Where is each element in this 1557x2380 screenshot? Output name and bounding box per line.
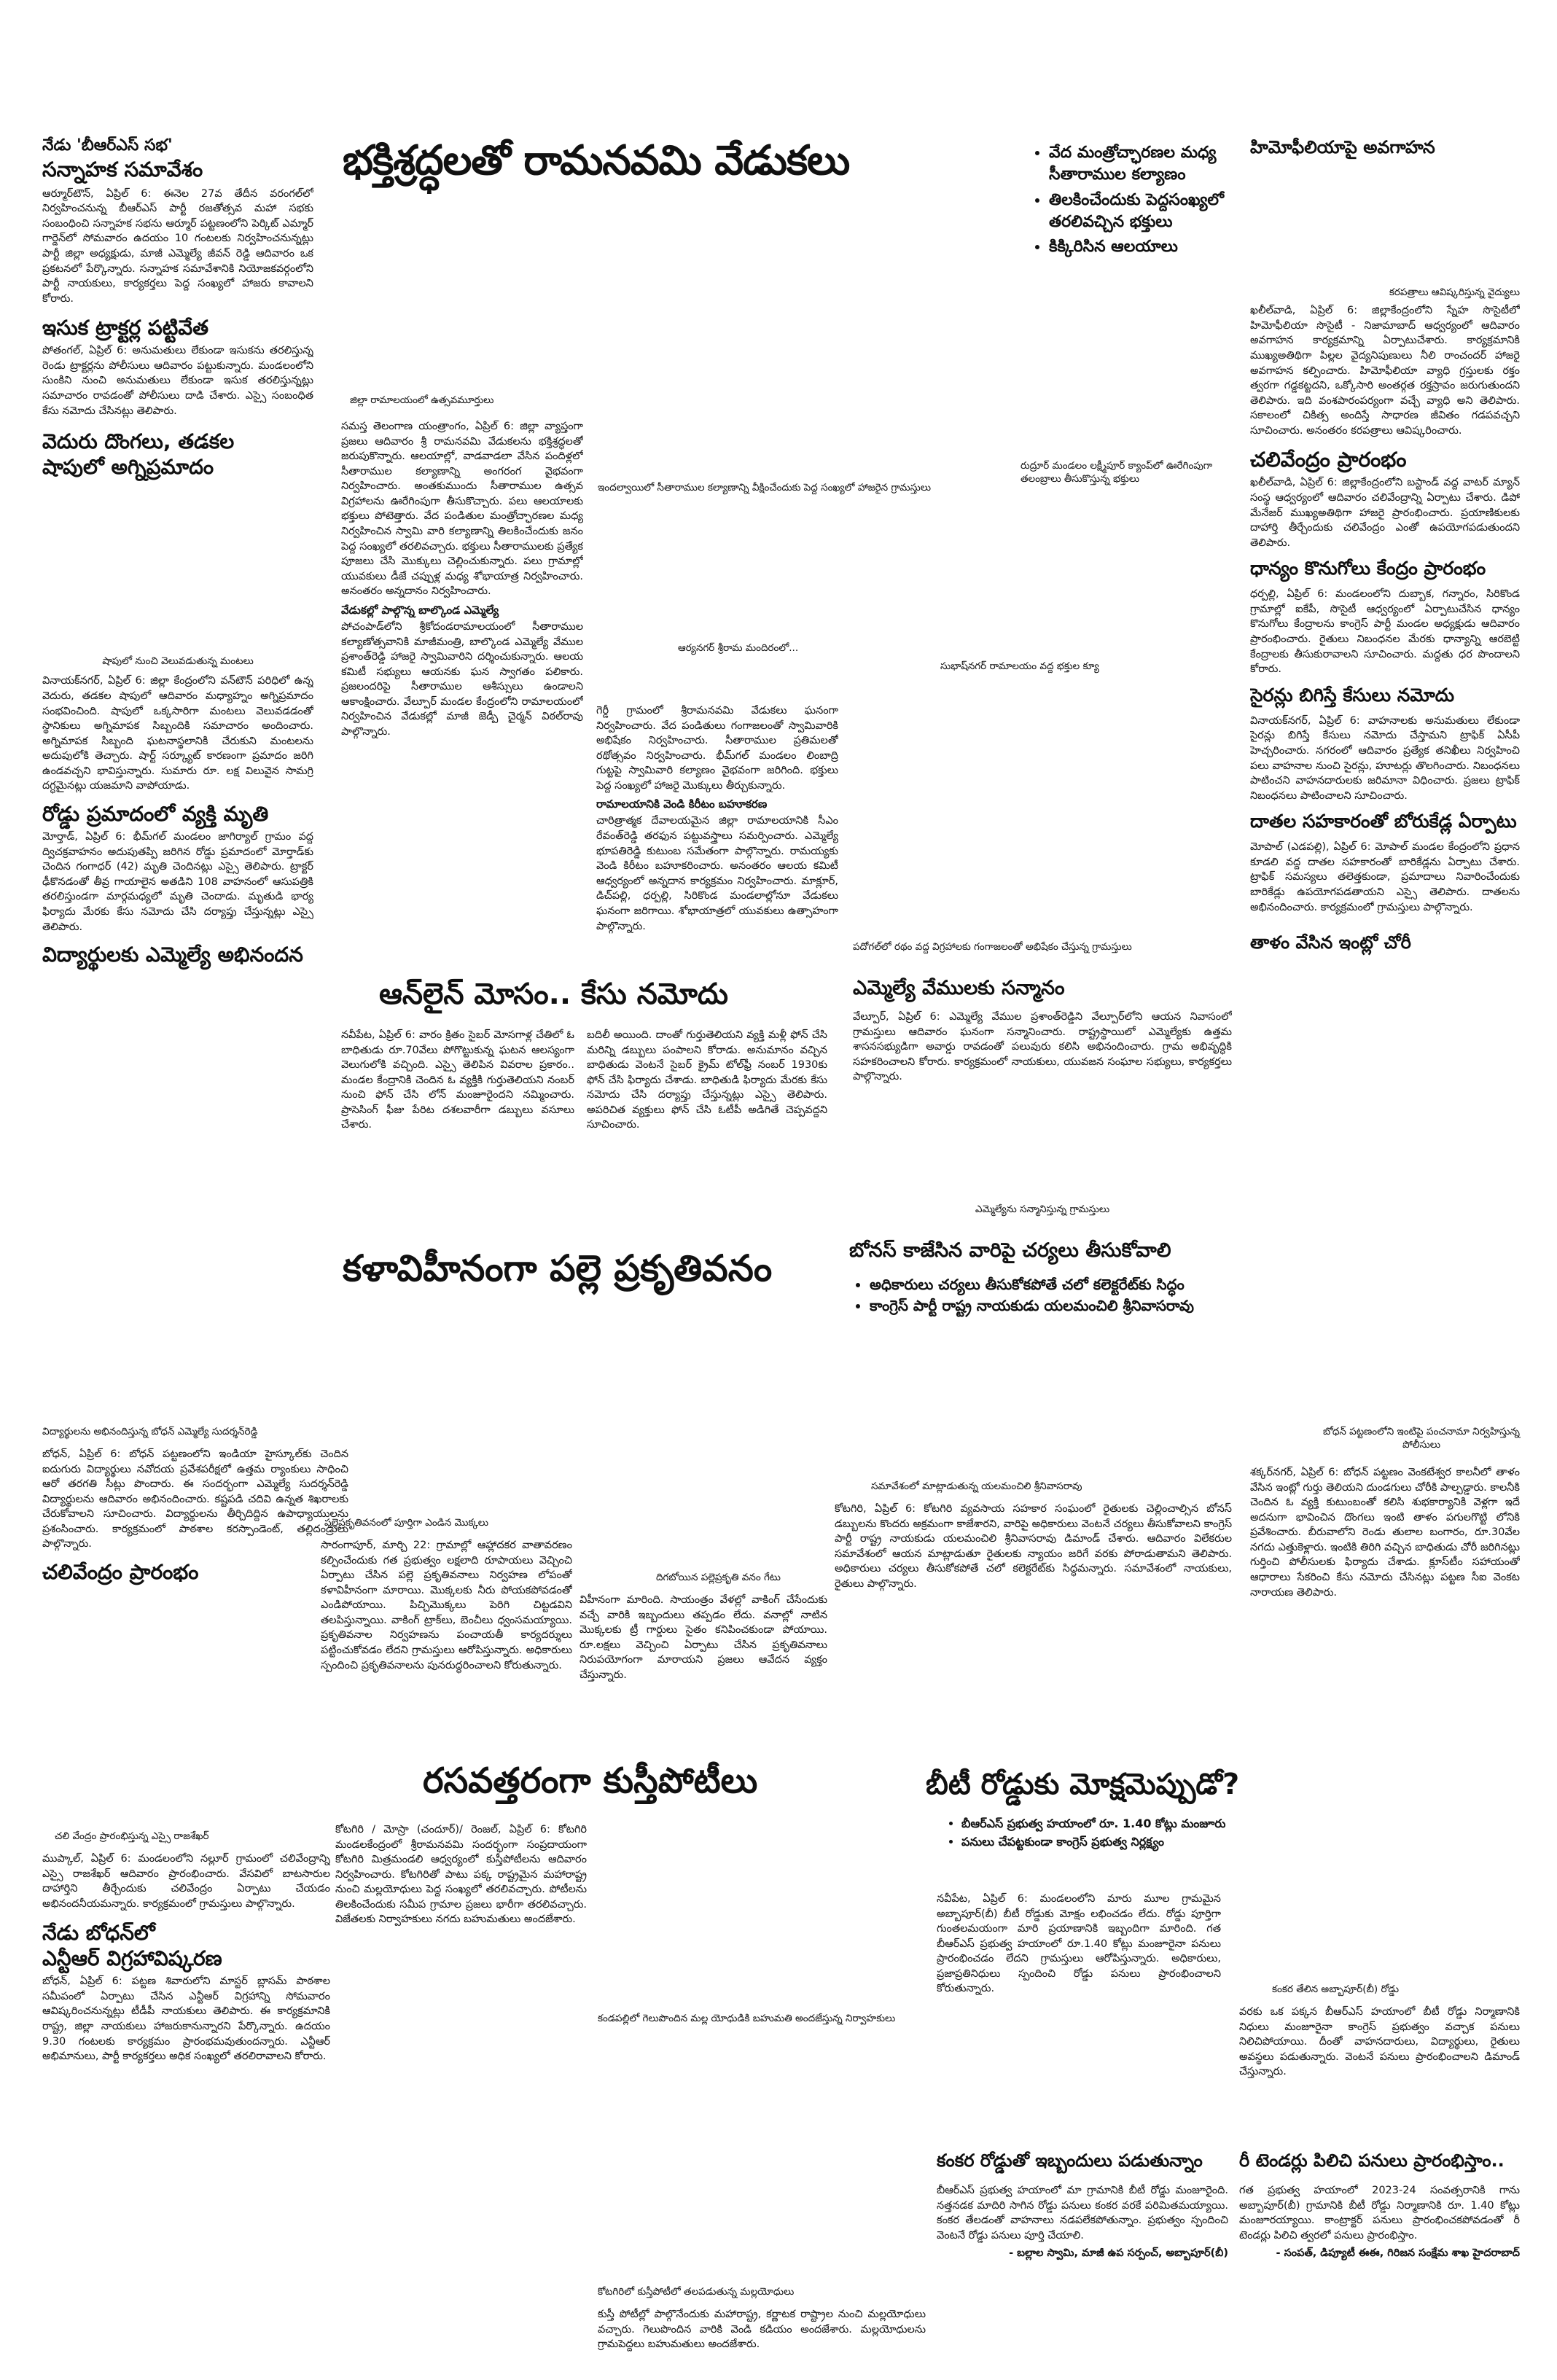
scam-body-col2 — [587, 1028, 827, 1195]
road-bullet: • బీఆర్ఎస్ ప్రభుత్వ హయాంలో రూ. 1.40 కోట్లు మంజూరు — [961, 1815, 1294, 1833]
mla-body: వేల్పూర్, ఏప్రిల్ 6: ఎమ్మెల్యే వేముల ప్రశాంత్‌రెడ్డిని వేల్పూర్‌లోని ఆయన నివాసంలో గ్రామస్తులు ఆదివారం ఘనంగా సన్మానించారు. రాష్ట్రస్థాయిలో ఎమ్మెల్యేకు ఉత్తమ శాసనసభ్యుడిగా అవార్డు రావడంతో పలువురు కలిసి అభినందించారు. గ్రామ అభివృద్ధికి సహకరించాలని కోరారు. కార్యక్రమంలో నాయకులు, యువజన సంఘాల సభ్యులు, కార్యకర్తలు పాల్గొన్నారు. — [853, 1011, 1232, 1083]
s2-title: ఇసుక ట్రాక్టర్ల పట్టివేత — [42, 316, 208, 340]
s5-title: విద్యార్థులకు ఎమ్మెల్యే అభినందన — [42, 943, 303, 967]
lead-col2-body: గెర్డీ గ్రామంలో శ్రీరామనవమి వేడుకలు ఘనంగా నిర్వహించారు. వేద పండితులు గంగాజలంతో స్వామివారికి అభిషేకం నిర్వహించారు. సీతారాముల ప్రతిమలతో రథోత్సవం నిర్వహించారు. భీమ్‌గల్ మండలం లింబాద్రి గుట్టపై స్వామివారి కల్యాణం వైభవంగా జరిగింది. భక్తులు పెద్ద సంఖ్యలో హాజరై మొక్కులు తీర్చుకున్నారు. — [596, 705, 838, 792]
r2-left-body-wrap — [42, 1447, 348, 1666]
road-body2-wrap — [1239, 2005, 1520, 2092]
quote1-wrap — [937, 2183, 1228, 2351]
road-body-2: వరకు ఒక పక్కన బీఆర్ఎస్ హయాంలో బీటీ రోడ్డు నిర్మాణానికి నిధులు మంజూరైనా కాంగ్రెస్ ప్రభుత్వం వచ్చాక పనులు నిలిచిపోయాయి. దీంతో వాహనదారులు, విద్యార్థులు, రైతులు అవస్థలు పడుతున్నారు. వెంటనే పనులు ప్రారంభించాలని డిమాండ్ చేస్తున్నారు. — [1239, 2006, 1520, 2078]
lead-caption-left: జిల్లా రామాలయంలో ఉత్సవమూర్తులు — [350, 394, 494, 406]
s2-body: పోతంగల్, ఏప్రిల్ 6: అనుమతులు లేకుండా ఇసుకను తరలిస్తున్న రెండు ట్రాక్టర్లను పోలీసులు ఆదివారం పట్టుకున్నారు. మండలంలోని సుంకిని నుంచి అనుమతులు లేకుండా ఇసుక తరలిస్తున్నట్లు సమాచారం రావడంతో పోలీసులు దాడి చేశారు. ఎస్సై సంబంధిత కేసు నమోదు చేసినట్లు తెలిపారు. — [42, 345, 313, 417]
r4-title: సైరన్లు బిగిస్తే కేసులు నమోదు — [1250, 684, 1455, 706]
bonus-caption: సమావేశంలో మాట్లాడుతున్న యలమంచిలి శ్రీనివాసరావు — [871, 1480, 1082, 1492]
r2-left-caption: విద్యార్థులను అభినందిస్తున్న బోధన్ ఎమ్మెల్యే సుదర్శన్‌రెడ్డి — [42, 1426, 258, 1437]
mla-title: ఎమ్మెల్యే వేములకు సన్మానం — [853, 977, 1065, 999]
road-caption: కంకర తేలిన అబ్బాపూర్(బీ) రోడ్డు — [1272, 1983, 1400, 1995]
r3-left-caption: చలి వేంద్రం ప్రారంభిస్తున్న ఎస్సై రాజశేఖర్ — [55, 1830, 209, 1842]
quote2-by: - సంపత్, డిప్యూటీ ఈఈ, గిరిజన సంక్షేమ శాఖ హైదరాబాద్ — [1276, 2247, 1520, 2260]
s1-kicker: నేడు 'బీఆర్ఎస్ సభ' — [42, 136, 173, 155]
r1-title: హిమోఫీలియాపై అవగాహన — [1250, 137, 1435, 157]
r1-photo — [1250, 162, 1520, 286]
r3-left-subhead-2: ఎన్టీఆర్ విగ్రహావిష్కరణ — [42, 1946, 222, 1971]
bonus-bullet: • కాంగ్రెస్ పార్టీ రాష్ట్ర నాయకుడు యలమంచిలి శ్రీనివాసరావు — [870, 1295, 1246, 1316]
s3-title-line2: షాపులో అగ్నిప్రమాదం — [42, 455, 214, 480]
lead-caption-small-1: ఆర్యనగర్ శ్రీరామ మందిరంలో... — [678, 642, 799, 654]
mla-caption: ఎమ్మెల్యేను సన్మానిస్తున్న గ్రామస్తులు — [975, 1203, 1110, 1215]
lead-bullet: • తిలకించేందుకు పెద్దసంఖ్యలో తరలివచ్చిన భక్తులు — [1049, 190, 1225, 234]
lead-bullets — [1024, 142, 1225, 317]
bonus-bullet: • అధికారులు చర్యలు తీసుకోకపోతే చలో కలెక్టరేట్‌కు సిద్ధం — [870, 1274, 1246, 1295]
lead-col1-body: సమస్త తెలంగాణ యంత్రాంగం, ఏప్రిల్ 6: జిల్లా వ్యాప్తంగా ప్రజలు ఆదివారం శ్రీ రామనవమి వేడుకలను భక్తిశ్రద్ధలతో జరుపుకొన్నారు. ఆలయాల్లో, వాడవాడలా వేసిన పందిళ్లలో సీతారాముల కల్యాణాన్ని అంగరంగ వైభవంగా నిర్వహించారు. అంతకుముందు సీతారాముల ఉత్సవ విగ్రహాలను ఊరేగింపుగా తీసుకొచ్చారు. పలు ఆలయాలకు భక్తులు పోటెత్తారు. వేద పండితుల మంత్రోచ్ఛారణల మధ్య నిర్వహించిన స్వామి వారి కల్యాణాన్ని తిలకించేందుకు జనం పెద్ద సంఖ్యలో తరలివచ్చారు. భక్తులు సీతారాములకు ప్రత్యేక పూజలు చేసి మొక్కులు చెల్లించుకున్నారు. పలు గ్రామాల్లో యువకులు డీజే చప్పుళ్ల మధ్య శోభాయాత్ర నిర్వహించారు. అనంతరం అన్నదానం నిర్వహించారు. — [341, 421, 583, 598]
r6-title: తాళం వేసిన ఇంట్లో చోరీ — [1250, 932, 1411, 953]
r3-left-body: ముప్కాల్, ఏప్రిల్ 6: మండలంలోని నల్లూర్ గ్రామంలో చలివేంద్రాన్ని ఎస్సై రాజశేఖర్ ఆదివారం ప్రారంభించారు. వేసవిలో బాటసారుల దాహార్తిని తీర్చేందుకు చలివేంద్రం ఏర్పాటు చేయడం అభినందనీయమన్నారు. కార్యక్రమంలో గ్రామస్తులు పాల్గొన్నారు. — [42, 1853, 330, 1910]
road-body-wrap — [937, 1892, 1221, 2067]
nature-body: సారంగాపూర్, మార్చి 22: గ్రామాల్లో ఆహ్లాదకర వాతావరణం కల్పించేందుకు గత ప్రభుత్వం లక్షలాది రూపాయలు వెచ్చించి ఏర్పాటు చేసిన పల్లె ప్రకృతివనాలు నిర్వహణ లోపంతో కళావిహీనంగా మారాయి. మొక్కలకు నీరు పోయకపోవడంతో ఎండిపోయాయి. పిచ్చిమొక్కలు పెరిగి చిట్టడవిని తలపిస్తున్నాయి. వాకింగ్ ట్రాక్‌లు, బెంచీలు ధ్వంసమయ్యాయి. ప్రకృతివనాల నిర్వహణను పంచాయతీ కార్యదర్శులు పట్టించుకోవడం లేదని గ్రామస్తులు ఆరోపిస్తున్నారు. అధికారులు స్పందించి ప్రకృతివనాలను పునరుద్ధరించాలని కోరుతున్నారు. — [321, 1540, 572, 1671]
road-bullets — [944, 1815, 1294, 1882]
r2-title: చలివేంద్రం ప్రారంభం — [1250, 448, 1407, 472]
lead-caption-small-3: పదోగల్‌లో రథం వద్ద విగ్రహాలకు గంగాజలంతో అభిషేకం చేస్తున్న గ్రామస్తులు — [853, 941, 1132, 953]
right-column-top — [1250, 137, 1520, 1333]
r5-body: మోపాల్ (ఎడపల్లి), ఏప్రిల్ 6: మోపాల్ మండల కేంద్రంలోని ప్రధాన కూడలి వద్ద దాతల సహకారంతో బారికేడ్లను ఏర్పాటు చేశారు. ట్రాఫిక్ సమస్యలు తలెత్తకుండా, ప్రమాదాలు నివారించేందుకు బారికేడ్లు ఉపయోగపడతాయని ఎస్సై తెలిపారు. దాతలను అభినందించారు. కార్యక్రమంలో గ్రామస్తులు పాల్గొన్నారు. — [1250, 841, 1520, 913]
road-body: నవీపేట, ఏప్రిల్ 6: మండలంలోని మారు మూల గ్రామమైన అబ్బాపూర్(బీ) బీటీ రోడ్డుకు మోక్షం లభించడం లేదు. రోడ్డు పూర్తిగా గుంతలమయంగా మారి ప్రయాణానికి ఇబ్బందిగా మారింది. గత బీఆర్ఎస్ ప్రభుత్వ హయాంలో రూ.1.40 కోట్లు మంజూరైనా పనులు ప్రారంభించడం లేదని గ్రామస్తులు ఆరోపిస్తున్నారు. అధికారులు, ప్రజాప్రతినిధులు స్పందించి రోడ్డు పనులు ప్రారంభించాలని కోరుతున్నారు. — [937, 1893, 1221, 1995]
quote2-wrap — [1239, 2183, 1520, 2351]
r3-title: ధాన్యం కొనుగోలు కేంద్రం ప్రారంభం — [1250, 558, 1486, 580]
r1-caption: కరపత్రాలు ఆవిష్కరిస్తున్న వైద్యులు — [1389, 286, 1520, 298]
s3-title-line1: వెదురు దొంగలు, తడకల — [42, 429, 235, 454]
s4-body: మోర్తాడ్, ఏప్రిల్ 6: భీమ్‌గల్ మండలం జాగిర్యాల్ గ్రామం వద్ద ద్విచక్రవాహనం అదుపుతప్పి జరిగిన రోడ్డు ప్రమాదంలో మోర్తాడ్‌కు చెందిన గంగాధర్ (42) మృతి చెందినట్లు ఎస్సై తెలిపారు. ట్రాక్టర్ ఢీకొనడంతో తీవ్ర గాయాలైన అతడిని 108 వాహనంలో ఆసుపత్రికి తరలిస్తుండగా మార్గమధ్యలో మృతి చెందాడు. మృతుడి భార్య ఫిర్యాదు మేరకు కేసు నమోదు చేసి దర్యాప్తు చేస్తున్నట్లు ఎస్సై తెలిపారు. — [42, 831, 313, 933]
scam-body-col1 — [341, 1028, 574, 1195]
left-column-top — [42, 135, 313, 1330]
bonus-body: కోటగిరి, ఏప్రిల్ 6: కోటగిరి వ్యవసాయ సహకార సంఘంలో రైతులకు చెల్లించాల్సిన బోనస్ డబ్బులను కొందరు అక్రమంగా కాజేశారని, వారిపై అధికారులు వెంటనే చర్యలు తీసుకోవాలని కాంగ్రెస్ పార్టీ రాష్ట్ర నాయకుడు యలమంచిలి శ్రీనివాసరావు డిమాండ్ చేశారు. ఆదివారం విలేకరుల సమావేశంలో ఆయన మాట్లాడుతూ రైతులకు న్యాయం జరిగే వరకు పోరాడుతామని తెలిపారు. అధికారులు చర్యలు తీసుకోకపోతే చలో కలెక్టరేట్‌కు సిద్ధమన్నారు. సమావేశంలో నాయకులు, రైతులు పాల్గొన్నారు. — [835, 1503, 1232, 1590]
lead-col2-body2: చారిత్రాత్మక దేవాలయమైన జిల్లా రామాలయానికి సీఎం రేవంత్‌రెడ్డి తరఫున పట్టువస్త్రాలు సమర్పించారు. ఎమ్మెల్యే భూపతిరెడ్డి కుటుంబ సమేతంగా పాల్గొన్నారు. రామయ్యకు వెండి కిరీటం బహూకరించారు. అనంతరం ఆలయ కమిటీ ఆధ్వర్యంలో అన్నదాన కార్యక్రమం నిర్వహించారు. మాక్లూర్, డిచ్‌పల్లి, ధర్పల్లి, సిరికొండ మండలాల్లోనూ వేడుకలు ఘనంగా జరిగాయి. శోభాయాత్రలో యువకులు ఉత్సాహంగా పాల్గొన్నారు. — [596, 815, 838, 932]
wrestle-caption-2: కోటగిరిలో కుస్తీపోటీలో తలపడుతున్న మల్లయోధులు — [598, 2286, 795, 2298]
bonus-title: బోనస్ కాజేసిన వారిపై చర్యలు తీసుకోవాలి — [849, 1239, 1171, 1262]
road-bullet: • పనులు చేపట్టకుండా కాంగ్రెస్ ప్రభుత్వ నిర్లక్ష్యం — [961, 1833, 1294, 1852]
lead-caption-right: రుద్రూర్ మండలం లక్ష్మీపూర్ క్యాంప్‌లో ఊరేగింపుగా తలంబ్రాలు తీసుకొస్తున్న భక్తులు — [1021, 460, 1213, 485]
r4-body: వినాయక్‌నగర్, ఏప్రిల్ 6: వాహనాలకు అనుమతులు లేకుండా సైరన్లు బిగిస్తే కేసులు నమోదు చేస్తామని ట్రాఫిక్ ఏసీపీ హెచ్చరించారు. నగరంలో ఆదివారం ప్రత్యేక తనిఖీలు నిర్వహించి పలు వాహనాల నుంచి సైరన్లు, హూటర్లు తొలగించారు. నిబంధనలు పాటించని వాహనదారులకు జరిమానా విధించారు. ప్రజలు ట్రాఫిక్ నిబంధనలు పాటించాలని సూచించారు. — [1250, 714, 1520, 802]
lead-bullet: • వేద మంత్రోచ్ఛారణల మధ్య సీతారాముల కల్యాణం — [1049, 142, 1225, 187]
lead-col1-body2: పోచంపాడ్‌లోని శ్రీకోదండరామాలయంలో సీతారాముల కల్యాణోత్సవానికి మాజీమంత్రి, బాల్కొండ ఎమ్మెల్యే వేముల ప్రశాంత్‌రెడ్డి హాజరై స్వామివారిని దర్శించుకున్నారు. ఆలయ కమిటీ సభ్యులు ఆయనకు ఘన స్వాగతం పలికారు. ప్రజలందరిపై సీతారాముల ఆశీస్సులు ఉండాలని ఆకాంక్షించారు. వేల్పూర్ మండల కేంద్రంలోని రామాలయంలో నిర్వహించిన వేడుకల్లో మాజీ జెడ్పీ చైర్మన్ విఠల్‌రావు పాల్గొన్నారు. — [341, 620, 583, 738]
mla-body-wrap — [853, 1010, 1232, 1148]
s3-photo — [42, 480, 313, 655]
quote1-by: - బల్లాల స్వామి, మాజీ ఉప సర్పంచ్, అబ్బాపూర్(బీ) — [1009, 2247, 1228, 2260]
r3-left-wrap — [42, 1852, 330, 2362]
wrestle-caption-1: కండపల్లిలో గెలుపొందిన మల్ల యోధుడికి బహుమతి అందజేస్తున్న నిర్వాహకులు — [598, 2013, 896, 2024]
scam-title: ఆన్‌లైన్ మోసం.. కేసు నమోదు — [379, 978, 729, 1011]
s3-photo-caption: షాపులో నుంచి వెలువడుతున్న మంటలు — [102, 655, 254, 668]
lead-caption-center: ఇందల్వాయిలో సీతారాముల కల్యాణాన్ని వీక్షించేందుకు పెద్ద సంఖ్యలో హాజరైన గ్రామస్తులు — [598, 482, 932, 493]
lead-bullet: • కిక్కిరిసిన ఆలయాలు — [1049, 236, 1225, 258]
r3-left-subhead-1: నేడు బోధన్‌లో — [42, 1921, 155, 1946]
bonus-bullets — [849, 1274, 1246, 1340]
quote2-body: గత ప్రభుత్వ హయాంలో 2023-24 సంవత్సరానికి గాను అబ్బాపూర్(బీ) గ్రామానికి బీటీ రోడ్డు నిర్మాణానికి రూ. 1.40 కోట్లు మంజూరయ్యాయి. కాంట్రాక్టర్ పనులు ప్రారంభించకపోవడంతో రీ టెండర్లు పిలిచి త్వరలో పనులు ప్రారంభిస్తాం. — [1239, 2185, 1520, 2242]
r2-right-caption: బోధన్ పట్టణంలోని ఇంటిపై పంచనామా నిర్వహిస్తున్న పోలీసులు — [1323, 1426, 1520, 1451]
quote1-body: బీఆర్ఎస్ ప్రభుత్వ హయాంలో మా గ్రామానికి బీటీ రోడ్డు మంజూరైంది. నత్తనడక మాదిరి సాగిన రోడ్డు పనులు కంకర వరకే పరిమితమయ్యాయి. కంకర తేలడంతో వాహనాలు నడపలేకపోతున్నాం. ప్రభుత్వం స్పందించి వెంటనే రోడ్డు పనులు పూర్తి చేయాలి. — [937, 2185, 1228, 2242]
scam-body-1: నవీపేట, ఏప్రిల్ 6: వారం క్రితం సైబర్ మోసగాళ్ల చేతిలో ఓ బాధితుడు రూ.70వేలు పోగొట్టుకున్న ఘటన ఆలస్యంగా వెలుగులోకి వచ్చింది. ఎస్సై తెలిపిన వివరాల ప్రకారం.. మండల కేంద్రానికి చెందిన ఓ వ్యక్తికి గుర్తుతెలియని నంబర్ నుంచి ఫోన్ చేసి లోన్ మంజూరైందని నమ్మించారు. ప్రాసెసింగ్ ఫీజు పేరిట దశలవారీగా డబ్బులు వసూలు చేశారు. — [341, 1029, 574, 1131]
wrestle-title: రసవత్తరంగా కుస్తీపోటీలు — [423, 1760, 758, 1801]
r1-body: ఖలీల్‌వాడి, ఏప్రిల్ 6: జిల్లాకేంద్రంలోని స్నేహ సొసైటీలో హిమోఫీలియా సొసైటీ - నిజామాబాద్ ఆధ్వర్యంలో ఆదివారం అవగాహన కార్యక్రమాన్ని ఏర్పాటుచేశారు. కార్యక్రమానికి ముఖ్యఅతిథిగా పిల్లల వైద్యనిపుణులు నీలి రాంచందర్ హాజరై అవగాహన కల్పించారు. హిమోఫీలియా వ్యాధి గ్రస్తులకు రక్తం త్వరగా గడ్డకట్టదని, ఒక్కోసారి అంతర్గత రక్తస్రావం జరుగుతుందని తెలిపారు. ఇది వంశపారంపర్యంగా వచ్చే వ్యాధి అని తెలిపారు. సకాలంలో చికిత్స అందిస్తే సాధారణ జీవితం గడపవచ్చని సూచించారు. అనంతరం కరపత్రాలు ఆవిష్కరించారు. — [1250, 305, 1520, 437]
s1-title: సన్నాహక సమావేశం — [42, 157, 203, 182]
nature-caption-2: దిగబోయిన పల్లెప్రకృతి వనం గేటు — [656, 1572, 781, 1583]
quote1-title: కంకర రోడ్డుతో ఇబ్బందులు పడుతున్నాం — [937, 2150, 1203, 2171]
lead-caption-small-2: సుభాష్‌నగర్ రామాలయం వద్ద భక్తుల క్యూ — [940, 660, 1099, 672]
s1-body: ఆర్మూర్‌టౌన్, ఏప్రిల్ 6: ఈనెల 27వ తేదీన వరంగల్‌లో నిర్వహించనున్న బీఆర్ఎస్ పార్టీ రజతోత్సవ మహా సభకు సంబంధించి సన్నాహక సభను ఆర్మూర్ పట్టణంలోని పెర్కిట్ ఎమ్మార్ గార్డెన్‌లో సోమవారం ఉదయం 10 గంటలకు నిర్వహించనున్నట్లు పార్టీ జిల్లా అధ్యక్షుడు, మాజీ ఎమ్మెల్యే జీవన్ రెడ్డి ఆదివారం ఒక ప్రకటనలో పేర్కొన్నారు. సన్నాహక సమావేశానికి నియోజకవర్గంలోని పార్టీ నాయకులు, కార్యకర్తలు పెద్ద సంఖ్యలో హాజరు కావాలని కోరారు. — [42, 187, 313, 305]
s4-title: రోడ్డు ప్రమాదంలో వ్యక్తి మృతి — [42, 802, 269, 827]
scam-body-2: బదిలీ అయింది. దాంతో గుర్తుతెలియని వ్యక్తి మళ్లీ ఫోన్ చేసి మరిన్ని డబ్బులు పంపాలని కోరాడు. అనుమానం వచ్చిన బాధితుడు వెంటనే సైబర్ క్రైమ్ టోల్‌ఫ్రీ నంబర్ 1930కు ఫోన్ చేసి ఫిర్యాదు చేశాడు. బాధితుడి ఫిర్యాదు మేరకు కేసు నమోదు చేసి దర్యాప్తు చేస్తున్నట్లు ఎస్సై తెలిపారు. అపరిచిత వ్యక్తులు ఫోన్ చేసి ఓటీపీ అడిగితే చెప్పవద్దని సూచించారు. — [587, 1029, 827, 1131]
nature-caption: పల్లెప్రకృతివనంలో పూర్తిగా ఎండిన మొక్కలు — [324, 1517, 489, 1529]
r3-left-body-2: బోధన్, ఏప్రిల్ 6: పట్టణ శివారులోని మాస్టర్ బ్లాసమ్ పాఠశాల సమీపంలో ఏర్పాటు చేసిన ఎన్టీఆర్ విగ్రహాన్ని సోమవారం ఆవిష్కరించనున్నట్లు టీడీపీ నాయకులు తెలిపారు. ఈ కార్యక్రమానికి రాష్ట్ర, జిల్లా నాయకులు హాజరుకానున్నారని పేర్కొన్నారు. ఉదయం 9.30 గంటలకు కార్యక్రమం ప్రారంభమవుతుందన్నారు. ఎన్టీఆర్ అభిమానులు, పార్టీ కార్యకర్తలు అధిక సంఖ్యలో తరలిరావాలని కోరారు. — [42, 1975, 330, 2063]
r2-left-subhead: చలివేంద్రం ప్రారంభం — [42, 1560, 199, 1585]
quote2-title: రీ టెండర్లు పిలిచి పనులు ప్రారంభిస్తాం.. — [1239, 2150, 1505, 2171]
lead-headline: భక్తిశ్రద్ధలతో రామనవమి వేడుకలు — [343, 138, 850, 184]
road-title: బీటీ రోడ్డుకు మోక్షమెప్పుడో? — [926, 1768, 1240, 1801]
r2-right-body: శక్కర్‌నగర్, ఏప్రిల్ 6: బోధన్ పట్టణం వెంకటేశ్వర కాలనీలో తాళం వేసిన ఇంట్లో గుర్తు తెలియని దుండగులు చోరీకి పాల్పడ్డారు. కాలనీకి చెందిన ఓ వ్యక్తి కుటుంబంతో కలిసి శుభకార్యానికి వెళ్లగా ఇదే అదనుగా భావించిన దొంగలు ఇంటి తాళం పగులగొట్టి లోనికి ప్రవేశించారు. బీరువాలోని రెండు తులాల బంగారం, రూ.30వేల నగదు ఎత్తుకెళ్లారు. ఇంటికి తిరిగి వచ్చిన బాధితుడు చోరీ జరిగినట్లు గుర్తించి పోలీసులకు ఫిర్యాదు చేశాడు. క్లూస్‌టీం సహాయంతో ఆధారాలు సేకరించి కేసు నమోదు చేసినట్లు పట్టణ సీఐ వెంకట నారాయణ తెలిపారు. — [1250, 1467, 1520, 1599]
r2-left-body: బోధన్, ఏప్రిల్ 6: బోధన్ పట్టణంలోని ఇండియా హైస్కూల్‌కు చెందిన ఐదుగురు విద్యార్థులు నవోదయ ప్రవేశపరీక్షలో ఉత్తమ ర్యాంకులు సాధించి ఆరో తరగతి సీట్లు పొందారు. ఈ సందర్భంగా ఎమ్మెల్యే సుదర్శన్‌రెడ్డి విద్యార్థులను ఆదివారం అభినందించారు. కష్టపడి చదివి ఉన్నత శిఖరాలకు చేరుకోవాలని సూచించారు. విద్యార్థులను తీర్చిదిద్దిన ఉపాధ్యాయులను ప్రశంసించారు. కార్యక్రమంలో పాఠశాల కరస్పాండెంట్, తల్లిదండ్రులు పాల్గొన్నారు. — [42, 1448, 348, 1550]
r2-body: ఖలీల్‌వాడి, ఏప్రిల్ 6: జిల్లాకేంద్రంలోని బస్టాండ్ వద్ద వాటర్ మ్యాన్ సంస్థ ఆధ్వర్యంలో ఆదివారం చలివేంద్రాన్ని ఏర్పాటు చేశారు. డిపో మేనేజర్ ముఖ్యఅతిథిగా హాజరై ప్రారంభించారు. ప్రయాణికులకు దాహార్తి తీర్చేందుకు చలివేంద్రం ఎంతో ఉపయోగపడుతుందని తెలిపారు. — [1250, 477, 1520, 549]
wrestle-body-2: కుస్తీ పోటీల్లో పాల్గొనేందుకు మహారాష్ట్ర, కర్ణాటక రాష్ట్రాల నుంచి మల్లయోధులు వచ్చారు. గెలుపొందిన వారికి వెండి కడియం అందజేశారు. మల్లయోధులను గ్రామపెద్దలు బహుమతులు అందజేశారు. — [598, 2309, 926, 2351]
wrestle-body-wrap — [335, 1822, 587, 2362]
r5-title: దాతల సహకారంతో బోరుకేడ్ల ఏర్పాటు — [1250, 811, 1517, 832]
wrestle-body2-wrap — [598, 2307, 926, 2369]
nature-body-2: విహీనంగా మారింది. సాయంత్రం వేళల్లో వాకింగ్ చేసేందుకు వచ్చే వారికి ఇబ్బందులు తప్పడం లేదు. వనాల్లో నాటిన మొక్కలకు ట్రీ గార్డులు సైతం కనిపించకుండా పోయాయి. రూ.లక్షలు వెచ్చించి ఏర్పాటు చేసిన ప్రకృతివనాలు నిరుపయోగంగా మారాయని ప్రజలు ఆవేదన వ్యక్తం చేస్తున్నారు. — [580, 1594, 827, 1681]
lead-col2-subhead: రామాలయానికి వెండి కిరీటం బహూకరణ — [596, 797, 768, 811]
wrestle-body: కోటగిరి / మోస్రా (చందూర్)/ రెంజల్, ఏప్రిల్ 6: కోటగిరి మండలకేంద్రంలో శ్రీరామనవమి సందర్భంగా సంప్రదాయంగా కోటగిరి మిత్రమండలి ఆధ్వర్యంలో కుస్తీపోటీలను ఆదివారం నిర్వహించారు. కోటగిరితో పాటు పక్క రాష్ట్రమైన మహారాష్ట్ర నుంచి మల్లయోధులు పెద్ద సంఖ్యలో తరలివచ్చారు. పోటీలను తిలకించేందుకు సమీప గ్రామాల ప్రజలు భారీగా తరలివచ్చారు. విజేతలకు నిర్వాహకులు నగదు బహుమతులు అందజేశారు. — [335, 1824, 587, 1926]
s3-body: వినాయక్‌నగర్, ఏప్రిల్ 6: జిల్లా కేంద్రంలోని వన్‌టౌన్ పరిధిలో ఉన్న వెదురు, తడకల షాపులో ఆదివారం మధ్యాహ్నం అగ్నిప్రమాదం సంభవించింది. షాపులో ఒక్కసారిగా మంటలు వెలువడడంతో స్థానికులు అగ్నిమాపక సిబ్బందికి సమాచారం అందించారు. అగ్నిమాపక సిబ్బంది ఘటనాస్థలానికి చేరుకుని మంటలను అదుపులోకి తెచ్చారు. షార్ట్ సర్క్యూట్ కారణంగా ప్రమాదం జరిగి ఉండవచ్చని భావిస్తున్నారు. సుమారు రూ. లక్ష విలువైన సామగ్రి దగ్ధమైనట్లు యజమాని వాపోయాడు. — [42, 675, 313, 792]
r3-body: ధర్పల్లి, ఏప్రిల్ 6: మండలంలోని దుబ్బాక, గన్నారం, సిరికొండ గ్రామాల్లో ఐకేపీ, సొసైటీ ఆధ్వర్యంలో ఏర్పాటుచేసిన ధాన్యం కొనుగోలు కేంద్రాలను కాంగ్రెస్ పార్టీ మండల అధ్యక్షుడు ఆదివారం ప్రారంభించారు. రైతులు నిబంధనల మేరకు ధాన్యాన్ని ఆరబెట్టి కేంద్రాలకు తీసుకురావాలని సూచించారు. మద్దతు ధర పొందాలని కోరారు. — [1250, 588, 1520, 676]
nature-title: కళావిహీనంగా పల్లె ప్రకృతివనం — [343, 1247, 773, 1290]
lead-col1-subhead: వేడుకల్లో పాల్గొన్న బాల్కొండ ఎమ్మెల్యే — [341, 603, 499, 617]
